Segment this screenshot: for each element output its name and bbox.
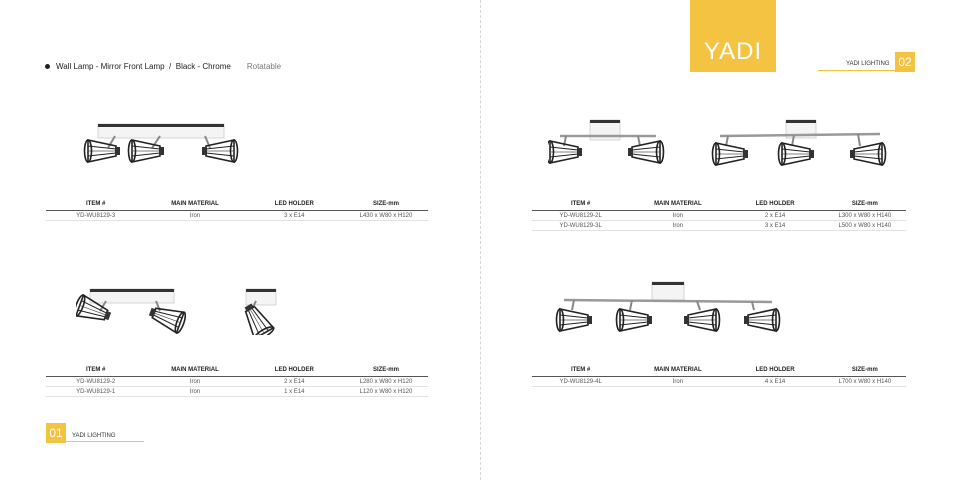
header-holder: LED HOLDER	[274, 367, 314, 373]
header-size: SIZE-mm	[851, 367, 878, 373]
section-heading	[45, 62, 281, 71]
header-holder: LED HOLDER	[274, 201, 314, 207]
cell-holder: 4 x E14	[726, 377, 823, 387]
lamp-image-3l	[708, 116, 893, 170]
cell-item: YD-WU8129-2	[46, 377, 145, 387]
cell-item: YD-WU8129-1	[46, 387, 145, 397]
spec-table-2l-3l	[532, 201, 906, 231]
spec-table-3-light	[46, 201, 428, 221]
brand-logo: YADI	[690, 0, 776, 72]
cell-material: Iron	[629, 211, 726, 221]
header-holder: LED HOLDER	[755, 367, 795, 373]
heading-title: Wall Lamp - Mirror Front Lamp / Black - Chrome	[56, 62, 231, 71]
header-material: MAIN MATERIAL	[171, 201, 219, 207]
cell-holder: 2 x E14	[726, 211, 823, 221]
header-size: SIZE-mm	[372, 201, 399, 207]
header-size: SIZE-mm	[372, 367, 399, 373]
heading-note: Rotatable	[246, 62, 282, 71]
table-row	[532, 211, 906, 221]
spec-table-2-1-light	[46, 367, 428, 397]
page-number-right: 02	[895, 52, 915, 72]
cell-size: L280 x W80 x H120	[344, 377, 428, 387]
cell-holder: 1 x E14	[245, 387, 344, 397]
bullet-icon	[45, 64, 50, 69]
header-item: ITEM #	[85, 367, 106, 373]
header-material: MAIN MATERIAL	[654, 201, 702, 207]
header-material: MAIN MATERIAL	[654, 367, 702, 373]
cell-item: YD-WU8129-3	[46, 211, 145, 221]
cell-item: YD-WU8129-2L	[532, 211, 629, 221]
cell-holder: 3 x E14	[726, 221, 823, 231]
cell-material: Iron	[629, 377, 726, 387]
header-material: MAIN MATERIAL	[171, 367, 219, 373]
brand-subtitle: YADI LIGHTING	[846, 61, 890, 67]
footer-underline	[46, 441, 144, 442]
cell-size: L700 x W80 x H140	[824, 377, 906, 387]
cell-material: Iron	[145, 377, 244, 387]
header-holder: LED HOLDER	[755, 201, 795, 207]
footer-subtitle: YADI LIGHTING	[72, 433, 116, 439]
page-number-left: 01	[46, 423, 66, 443]
spec-table-4l	[532, 367, 906, 387]
table-row	[532, 377, 906, 387]
cell-size: L500 x W80 x H140	[824, 221, 906, 231]
header-item: ITEM #	[85, 201, 106, 207]
brand-underline	[818, 70, 895, 71]
lamp-image-1-light	[236, 285, 284, 335]
cell-holder: 2 x E14	[245, 377, 344, 387]
lamp-image-3-light	[80, 118, 240, 180]
page-divider	[480, 0, 481, 480]
lamp-image-2l	[548, 118, 668, 170]
table-row	[46, 387, 428, 397]
lamp-image-2-light	[76, 285, 186, 340]
cell-material: Iron	[629, 221, 726, 231]
cell-item: YD-WU8129-4L	[532, 377, 629, 387]
table-row	[532, 221, 906, 231]
cell-material: Iron	[145, 387, 244, 397]
header-size: SIZE-mm	[851, 201, 878, 207]
cell-size: L300 x W80 x H140	[824, 211, 906, 221]
cell-holder: 3 x E14	[245, 211, 344, 221]
header-item: ITEM #	[570, 367, 591, 373]
cell-size: L120 x W80 x H120	[344, 387, 428, 397]
cell-material: Iron	[145, 211, 244, 221]
cell-item: YD-WU8129-3L	[532, 221, 629, 231]
table-row	[46, 377, 428, 387]
header-item: ITEM #	[570, 201, 591, 207]
cell-size: L430 x W80 x H120	[344, 211, 428, 221]
table-row	[46, 211, 428, 221]
lamp-image-4l	[552, 280, 784, 336]
